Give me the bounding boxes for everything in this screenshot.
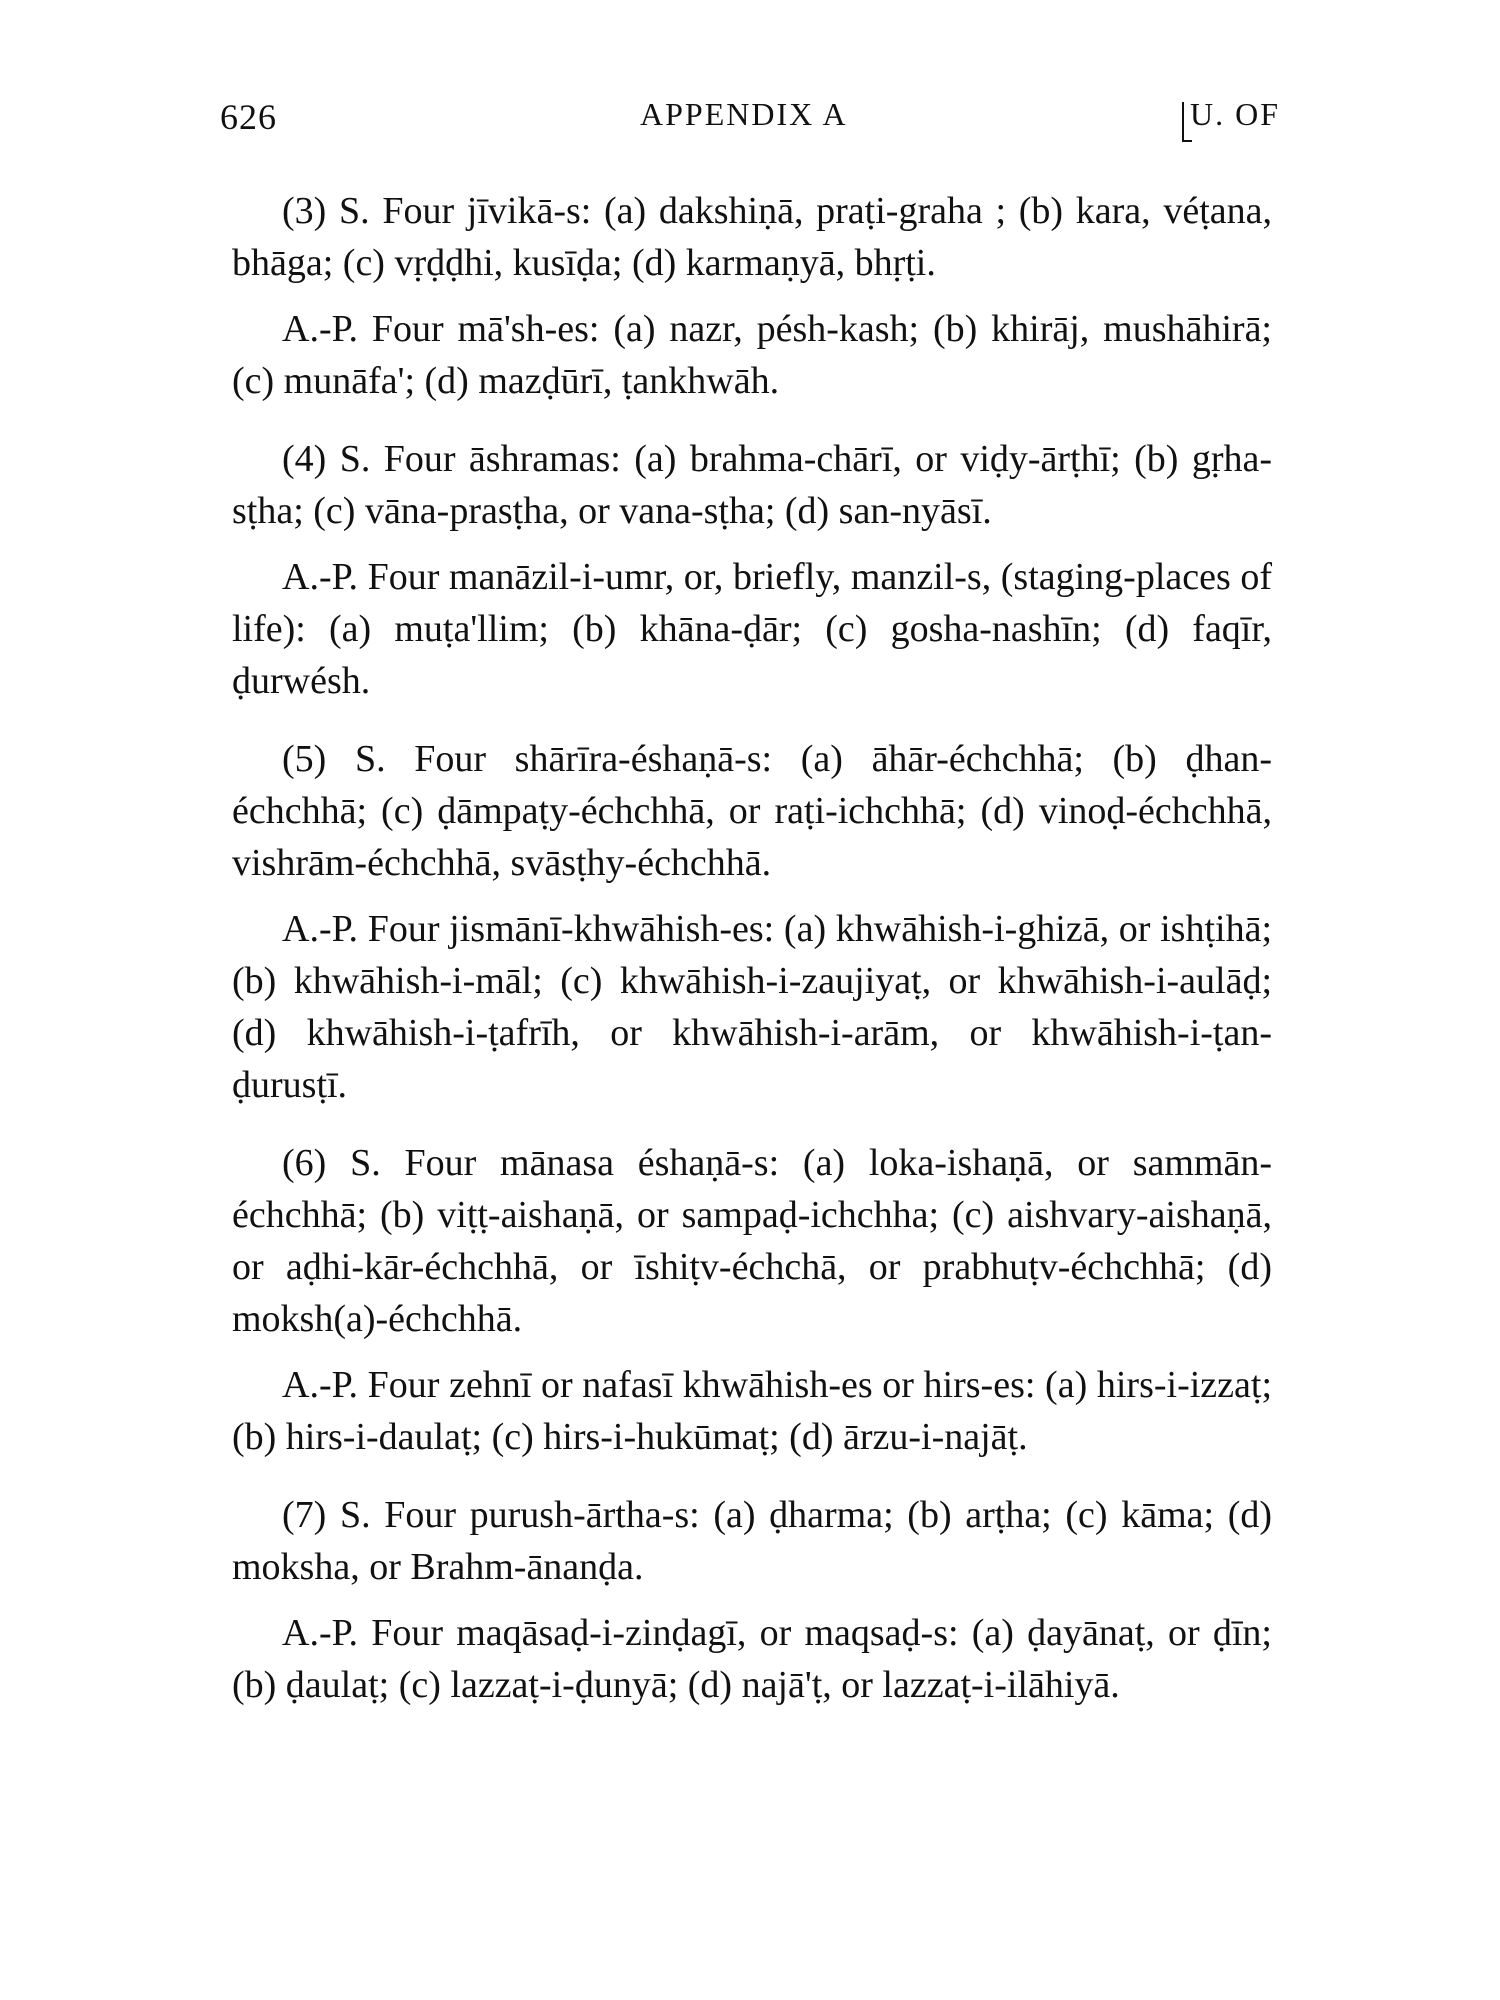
paragraph-6-sanskrit: (6) S. Four mānasa éshaṇā-s: (a) loka-ishaṇā, or sammān-échchhā; (b) viṭṭ-aishaṇā, or sampaḍ-ichchha; (c) aishvary-aishaṇā, or aḍhi-kār-échchhā, or īshiṭv-échchā, or prabhuṭv-échchhā; (d) moksh(a)-échchhā. <box>232 1142 1272 1340</box>
page-body <box>232 185 1272 1711</box>
paragraph-4-sanskrit: (4) S. Four āshramas: (a) brahma-chārī, or viḍy-ārṭhī; (b) gṛha-sṭha; (c) vāna-prasṭha, or vana-sṭha; (d) san-nyāsī. <box>232 438 1272 532</box>
running-title: APPENDIX A <box>640 96 848 132</box>
running-head <box>210 96 1280 146</box>
paragraph-6-arabic-persian: A.-P. Four zehnī or nafasī khwāhish-es or hirs-es: (a) hirs-i-izzaṭ; (b) hirs-i-daulaṭ; (c) hirs-i-hukūmaṭ; (d) ārzu-i-najāṭ. <box>232 1364 1272 1458</box>
paragraph-5-arabic-persian: A.-P. Four jismānī-khwāhish-es: (a) khwāhish-i-ghizā, or ishṭihā; (b) khwāhish-i-māl; (c) khwāhish-i-zaujiyaṭ, or khwāhish-i-aulāḍ; (d) khwāhish-i-ṭafrīh, or khwāhish-i-arām, or khwāhish-i-ṭan-ḍurusṭī. <box>232 908 1272 1106</box>
paragraph-5-sanskrit: (5) S. Four shārīra-éshaṇā-s: (a) āhār-échchhā; (b) ḍhan-échchhā; (c) ḍāmpaṭy-échchhā, or raṭi-ichchhā; (d) vinoḍ-échchhā, vishrām-échchhā, svāsṭhy-échchhā. <box>232 738 1272 884</box>
paragraph-4-arabic-persian: A.-P. Four manāzil-i-umr, or, briefly, manzil-s, (staging-places of life): (a) muṭa'llim; (b) khāna-ḍār; (c) gosha-nashīn; (d) faqīr, ḍurwésh. <box>232 556 1272 702</box>
page-number: 626 <box>220 97 277 137</box>
paragraph-7-arabic-persian: A.-P. Four maqāsaḍ-i-zinḍagī, or maqsaḍ-s: (a) ḍayānaṭ, or ḍīn; (b) ḍaulaṭ; (c) lazzaṭ-i-ḍunyā; (d) najā'ṭ, or lazzaṭ-i-ilāhiyā. <box>232 1612 1272 1706</box>
paragraph-3-arabic-persian: A.-P. Four mā'sh-es: (a) nazr, pésh-kash; (b) khirāj, mushāhirā; (c) munāfa'; (d) mazḍūrī, ṭankhwāh. <box>232 308 1272 402</box>
running-head-right: U. OF <box>1189 96 1280 132</box>
paragraph-3-sanskrit: (3) S. Four jīvikā-s: (a) dakshiṇā, praṭi-graha ; (b) kara, véṭana, bhāga; (c) vṛḍḍhi, kusīḍa; (d) karmaṇyā, bhṛṭi. <box>232 190 1272 284</box>
paragraph-7-sanskrit: (7) S. Four purush-ārtha-s: (a) ḍharma; (b) arṭha; (c) kāma; (d) moksha, or Brahm-ānanḍa. <box>232 1494 1272 1588</box>
